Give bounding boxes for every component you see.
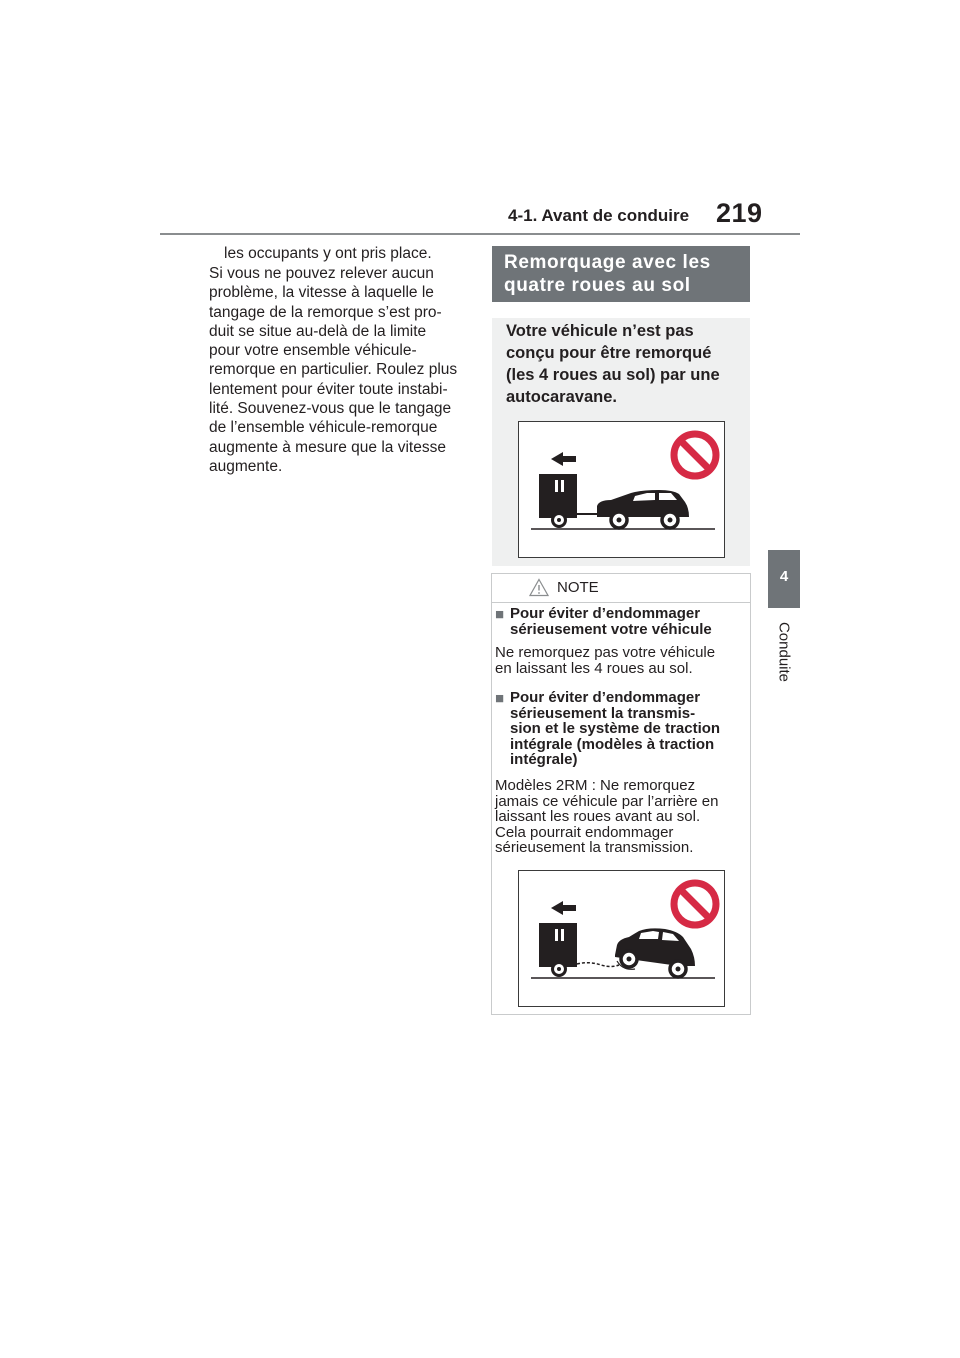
note-body-line: en laissant les 4 roues au sol.: [495, 659, 693, 677]
towing-illustration-rear-lift-svg: [519, 871, 724, 1006]
note-title-line: Pour éviter d’endommager: [510, 605, 701, 622]
body-line: problème, la vitesse à laquelle le: [209, 284, 434, 302]
note-body-line: Cela pourrait endommager: [495, 823, 674, 841]
note-body-line: laissant les roues avant au sol.: [495, 808, 701, 825]
header-divider: [160, 233, 800, 235]
note-title-line: intégrale (modèles à traction: [510, 735, 715, 753]
note-header-divider: [492, 602, 750, 603]
body-line: lité. Souvenez-vous que le tangage: [209, 400, 452, 418]
direction-arrow-icon: [551, 452, 576, 466]
note-body-line: jamais ce véhicule par l’arrière en: [495, 792, 719, 810]
chapter-tab-label: Conduite: [775, 621, 793, 683]
note-title-line: intégrale): [510, 751, 578, 768]
section-title: 4-1. Avant de conduire: [508, 206, 690, 225]
note-body-line: Modèles 2RM : Ne remorquez: [495, 777, 696, 794]
body-line: augmente à mesure que la vitesse: [209, 438, 446, 456]
note-item-title: [510, 690, 745, 768]
info-line: Votre véhicule n’est pas: [506, 322, 694, 340]
info-text: [506, 320, 742, 408]
info-line: conçu pour être remorqué: [506, 344, 712, 362]
body-line: pour votre ensemble véhicule-: [209, 342, 417, 360]
note-body-line: Ne remorquez pas votre véhicule: [495, 644, 716, 661]
towing-illustration-rear-lift: [518, 870, 725, 1007]
body-line: Si vous ne pouvez relever aucun: [209, 265, 434, 282]
body-continuation: les occupants y ont pris place.: [224, 245, 432, 262]
chapter-tab-label-wrap: [768, 612, 800, 692]
motorhome-icon: [539, 923, 577, 976]
body-line: de l’ensemble véhicule-remorque: [209, 419, 438, 437]
towing-illustration-four-wheels: [518, 421, 725, 558]
page-number: 219: [716, 198, 763, 228]
section-heading-line: quatre roues au sol: [504, 275, 691, 296]
section-heading: [504, 251, 744, 297]
note-label: NOTE: [557, 579, 599, 596]
warning-triangle-icon: [529, 578, 549, 597]
direction-arrow-icon: [551, 901, 576, 915]
note-title-line: Pour éviter d’endommager: [510, 689, 701, 706]
body-line: augmente.: [209, 457, 283, 475]
towing-illustration-four-wheels-svg: [519, 422, 724, 557]
motorhome-icon: [539, 474, 577, 527]
body-paragraph: [209, 264, 471, 476]
towed-suv-icon: [597, 490, 689, 528]
note-item-body: [495, 645, 740, 676]
body-line: remorque en particulier. Roulez plus: [209, 361, 458, 379]
note-title-line: sion et le système de traction: [510, 720, 721, 737]
body-line: duit se situe au-delà de la limite: [209, 322, 427, 340]
note-item-title: [510, 606, 740, 637]
note-title-line: sérieusement votre véhicule: [510, 620, 712, 638]
body-line: tangage de la remorque s’est pro-: [209, 303, 442, 321]
note-bullet-icon: ■: [495, 690, 505, 707]
body-line: lentement pour éviter toute instabi-: [209, 380, 448, 398]
towed-suv-icon: [615, 928, 695, 977]
prohibited-sign-icon: [674, 883, 716, 925]
note-body-line: sérieusement la transmission.: [495, 839, 694, 856]
prohibited-sign-icon: [674, 434, 716, 476]
note-title-line: sérieusement la transmis-: [510, 704, 696, 722]
info-line: autocaravane.: [506, 388, 617, 406]
chapter-tab-number: 4: [779, 568, 789, 585]
note-item-body: [495, 778, 745, 856]
info-line: (les 4 roues au sol) par une: [506, 366, 720, 384]
section-heading-line: Remorquage avec les: [504, 252, 711, 273]
note-bullet-icon: ■: [495, 606, 505, 623]
